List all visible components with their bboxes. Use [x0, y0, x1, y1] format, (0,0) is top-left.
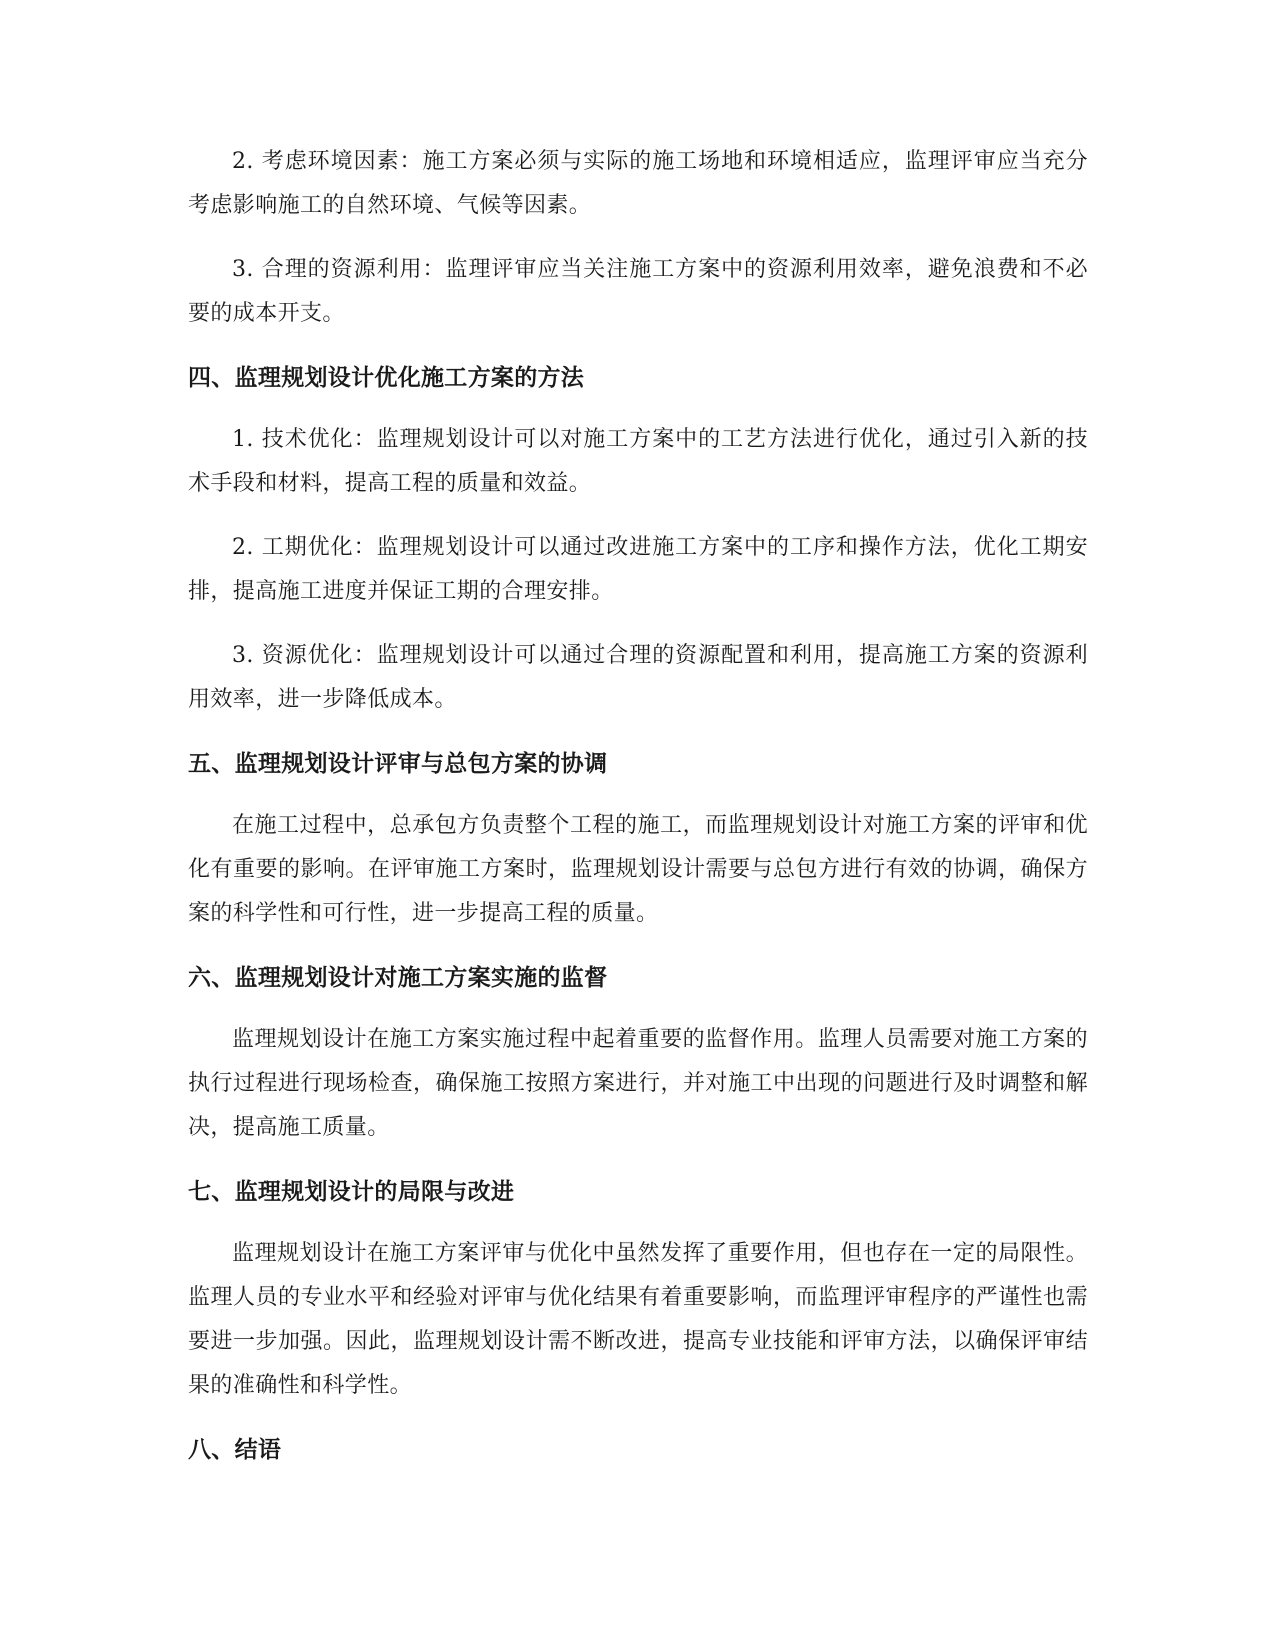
- paragraph-resource-utilization: 3. 合理的资源利用：监理评审应当关注施工方案中的资源利用效率，避免浪费和不必要的成本开支。: [188, 257, 1088, 326]
- paragraph-coordination: 在施工过程中，总承包方负责整个工程的施工，而监理规划设计对施工方案的评审和优化有重要的影响。在评审施工方案时，监理规划设计需要与总包方进行有效的协调，确保方案的科学性和可行性，进一步提高工程的质量。: [188, 813, 1088, 926]
- paragraph-supervision: 监理规划设计在施工方案实施过程中起着重要的监督作用。监理人员需要对施工方案的执行过程进行现场检查，确保施工按照方案进行，并对施工中出现的问题进行及时调整和解决，提高施工质量。: [188, 1027, 1088, 1140]
- section-heading-5: 五、监理规划设计评审与总包方案的协调: [188, 751, 608, 777]
- paragraph-limitations: 监理规划设计在施工方案评审与优化中虽然发挥了重要作用，但也存在一定的局限性。监理人员的专业水平和经验对评审与优化结果有着重要影响，而监理评审程序的严谨性也需要进一步加强。因此，监理规划设计需不断改进，提高专业技能和评审方法，以确保评审结果的准确性和科学性。: [188, 1241, 1088, 1398]
- document-body: [188, 140, 1088, 1490]
- paragraph-technical-optimization: 1. 技术优化：监理规划设计可以对施工方案中的工艺方法进行优化，通过引入新的技术手段和材料，提高工程的质量和效益。: [188, 427, 1088, 496]
- paragraph-environment-factors: 2. 考虑环境因素：施工方案必须与实际的施工场地和环境相适应，监理评审应当充分考虑影响施工的自然环境、气候等因素。: [188, 149, 1088, 218]
- section-heading-8: 八、结语: [188, 1437, 282, 1463]
- paragraph-schedule-optimization: 2. 工期优化：监理规划设计可以通过改进施工方案中的工序和操作方法，优化工期安排，提高施工进度并保证工期的合理安排。: [188, 535, 1088, 604]
- section-heading-4: 四、监理规划设计优化施工方案的方法: [188, 365, 585, 391]
- paragraph-resource-optimization: 3. 资源优化：监理规划设计可以通过合理的资源配置和利用，提高施工方案的资源利用效率，进一步降低成本。: [188, 643, 1088, 712]
- section-heading-7: 七、监理规划设计的局限与改进: [188, 1179, 515, 1205]
- section-heading-6: 六、监理规划设计对施工方案实施的监督: [188, 965, 608, 991]
